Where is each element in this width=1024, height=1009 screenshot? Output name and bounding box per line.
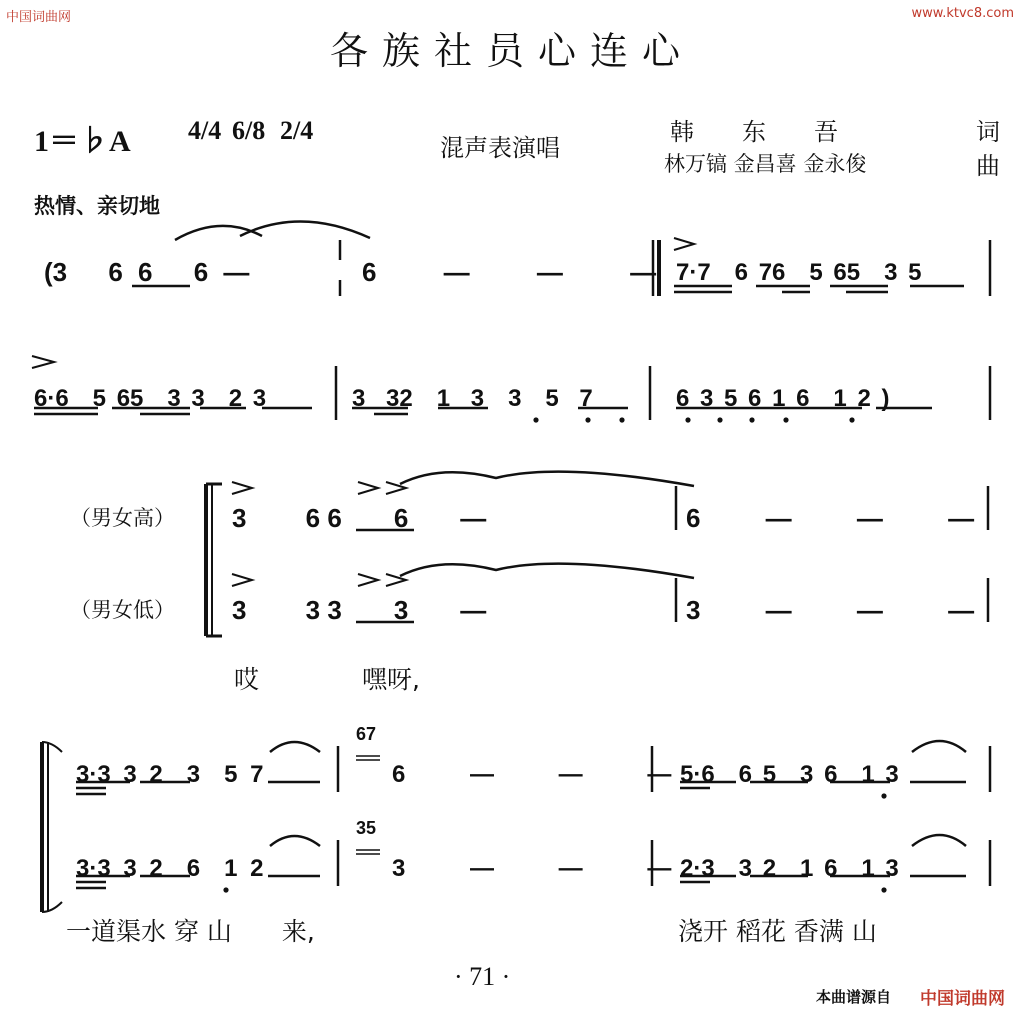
composer-names: 林万镐 金昌喜 金永俊 xyxy=(664,152,867,176)
system3-upper-bar2: 6 — — — xyxy=(686,503,975,533)
voice-label-upper: （男女高） xyxy=(70,506,175,530)
system4-upper-bar3: 5·6 6 5 3 6 1 3 xyxy=(680,761,899,788)
system2-bar2: 3 32 1 3 3 5 7 xyxy=(352,385,593,412)
slur xyxy=(400,564,694,578)
lyric-ai: 哎 xyxy=(234,665,260,694)
time-signature-3: 2/4 xyxy=(280,116,314,145)
system1-bar2: 6 — — — xyxy=(362,257,657,287)
system4-upper-bar2: 6 — — — xyxy=(392,761,672,788)
system3-lower-bar2: 3 — — — xyxy=(686,595,975,625)
slur xyxy=(912,835,966,846)
time-signature-2: 6/8 xyxy=(232,116,266,145)
lyric-heiya: 嘿呀, xyxy=(362,665,420,694)
system4-upper-grace: 67 xyxy=(356,724,377,744)
system1-bar3: 7·7 6 76 5 65 3 5 xyxy=(676,259,922,286)
watermark-left: 中国词曲网 xyxy=(6,10,72,25)
lyricist-role: 词 xyxy=(976,118,1000,146)
slur xyxy=(175,226,262,240)
slur xyxy=(270,836,320,846)
system2-bar1: 6·6 5 65 3 3 2 3 xyxy=(34,385,267,412)
footer-source: 本曲谱源自 xyxy=(816,988,892,1006)
accent-mark xyxy=(32,356,54,368)
composer-role: 曲 xyxy=(976,152,1000,180)
slur xyxy=(240,221,370,238)
slur xyxy=(270,742,320,752)
system2-bar3: 6 3 5 6 1 6 1 2 ) xyxy=(676,385,890,412)
page-number: · 71 · xyxy=(454,962,511,991)
performance-type: 混声表演唱 xyxy=(440,134,560,162)
footer-brand[interactable]: 中国词曲网 xyxy=(920,989,1005,1009)
voice-label-lower: （男女低） xyxy=(70,598,175,622)
system4-lower-bar3: 2·3 3 2 1 6 1 3 xyxy=(680,855,899,882)
system3-upper-bar1: 3 6 6 6 — xyxy=(232,503,487,533)
tempo-marking: 热情、亲切地 xyxy=(34,194,160,218)
watermark-right: www.ktvc8.com xyxy=(911,6,1014,21)
system4-lower-bar1: 3·3 3 2 6 1 2 xyxy=(76,855,264,882)
system1-bar1: (3 6 6 6 — xyxy=(44,257,250,287)
system3-lower-bar1: 3 3 3 3 — xyxy=(232,595,487,625)
system4-upper-bar1: 3·3 3 2 3 5 7 xyxy=(76,761,264,788)
accent-mark xyxy=(674,238,694,250)
slur xyxy=(912,741,966,752)
lyricist-name: 韩 东 吾 xyxy=(670,118,838,146)
system4-lower-bar2: 3 — — — xyxy=(392,855,672,882)
lyrics-line-b: 浇开 稻花 香满 山 xyxy=(678,917,877,946)
lyrics-line-a: 一道渠水 穿 山 来, xyxy=(66,917,315,946)
key-signature: 1＝♭A xyxy=(34,125,131,158)
time-signature-1: 4/4 xyxy=(188,116,222,145)
system4-lower-grace: 35 xyxy=(356,818,377,838)
slur xyxy=(400,472,694,486)
page-title: 各族社员心连心 xyxy=(329,29,694,73)
